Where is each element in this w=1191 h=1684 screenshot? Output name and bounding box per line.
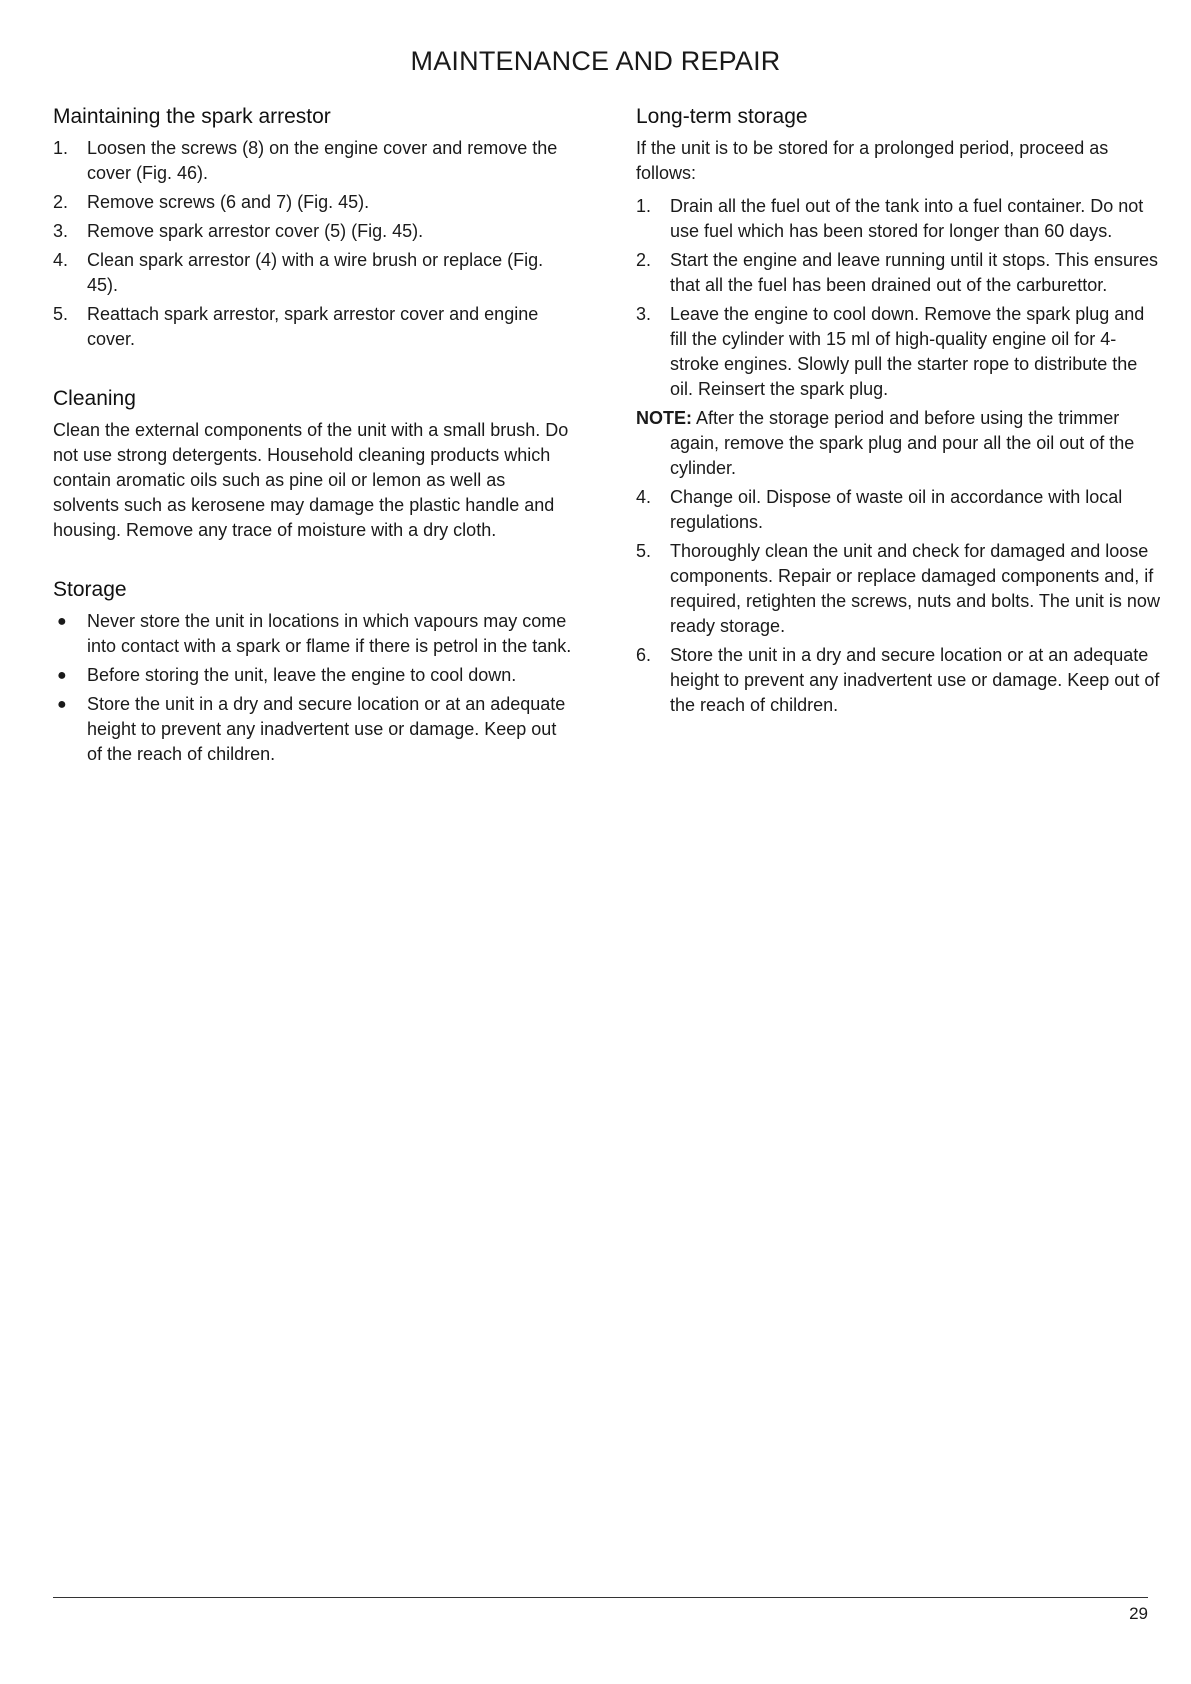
spark-arrestor-heading: Maintaining the spark arrestor	[53, 105, 331, 128]
list-item	[53, 136, 573, 186]
bullet-icon: ●	[57, 696, 67, 713]
step-text: Change oil. Dispose of waste oil in accordance with local regulations.	[670, 487, 1123, 532]
step-number: 6.	[636, 645, 652, 665]
list-item	[636, 194, 1161, 244]
step-number: 3.	[636, 304, 652, 324]
note-label: NOTE:	[636, 408, 692, 428]
list-item	[53, 302, 573, 352]
step-number: 5.	[636, 541, 652, 561]
list-item	[53, 190, 573, 215]
step-text: Remove spark arrestor cover (5) (Fig. 45).	[87, 221, 424, 241]
step-number: 2.	[636, 250, 652, 270]
step-number: 4.	[53, 250, 69, 270]
left-column	[53, 104, 573, 801]
step-text: Clean spark arrestor (4) with a wire brush or replace (Fig. 45).	[87, 250, 544, 295]
step-number: 5.	[53, 304, 69, 324]
step-text: Start the engine and leave running until it stops. This ensures that all the fuel has been drained out of the carburettor.	[670, 250, 1158, 295]
step-text: Leave the engine to cool down. Remove the spark plug and fill the cylinder with 15 ml of high-quality engine oil for 4-stroke engines. Slowly pull the starter rope to distribute the oil. Reinsert the spark plug.	[670, 304, 1145, 399]
list-item	[636, 248, 1161, 298]
cleaning-section	[53, 386, 573, 543]
step-number: 1.	[636, 196, 652, 216]
list-item	[53, 219, 573, 244]
list-item	[53, 692, 573, 767]
step-number: 1.	[53, 138, 69, 158]
footer-divider	[53, 1597, 1148, 1598]
long-term-steps-b	[636, 485, 1161, 718]
bullet-icon: ●	[57, 613, 67, 630]
bullet-icon: ●	[57, 667, 67, 684]
storage-list	[53, 609, 573, 767]
step-text: Remove screws (6 and 7) (Fig. 45).	[87, 192, 370, 212]
long-term-steps-a	[636, 194, 1161, 402]
list-item	[53, 609, 573, 659]
step-text: Thoroughly clean the unit and check for damaged and loose components. Repair or replace damaged components and, if required, retighten the screws, nuts and bolts. The unit is now ready storage.	[670, 541, 1160, 636]
list-item	[636, 302, 1161, 402]
step-number: 3.	[53, 221, 69, 241]
list-item	[636, 485, 1161, 535]
step-text: Drain all the fuel out of the tank into a fuel container. Do not use fuel which has been stored for longer than 60 days.	[670, 196, 1144, 241]
spark-arrestor-section	[53, 104, 573, 352]
storage-item-text: Store the unit in a dry and secure location or at an adequate height to prevent any inadvertent use or damage. Keep out of the reach of children.	[87, 694, 566, 764]
list-item	[636, 539, 1161, 639]
note	[636, 406, 1161, 481]
step-text: Store the unit in a dry and secure location or at an adequate height to prevent any inadvertent use or damage. Keep out of the reach of children.	[670, 645, 1160, 715]
note-text: After the storage period and before using the trimmer again, remove the spark plug and pour all the oil out of the cylinder.	[670, 408, 1135, 478]
page-number: 29	[1129, 1604, 1148, 1623]
step-text: Loosen the screws (8) on the engine cover and remove the cover (Fig. 46).	[87, 138, 558, 183]
storage-item-text: Never store the unit in locations in which vapours may come into contact with a spark or flame if there is petrol in the tank.	[87, 611, 572, 656]
step-text: Reattach spark arrestor, spark arrestor cover and engine cover.	[87, 304, 539, 349]
right-column	[636, 104, 1161, 722]
spark-arrestor-steps	[53, 136, 573, 352]
list-item	[53, 248, 573, 298]
step-number: 2.	[53, 192, 69, 212]
cleaning-text: Clean the external components of the unit with a small brush. Do not use strong detergents. Household cleaning products which contain aromatic oils such as pine oil or lemon as well as solvents such as kerosene may damage the plastic handle and housing. Remove any trace of moisture with a dry cloth.	[53, 420, 569, 540]
page-title: MAINTENANCE AND REPAIR	[410, 46, 781, 76]
list-item	[636, 643, 1161, 718]
step-number: 4.	[636, 487, 652, 507]
storage-section	[53, 577, 573, 767]
storage-heading: Storage	[53, 578, 127, 601]
cleaning-heading: Cleaning	[53, 387, 136, 410]
list-item	[53, 663, 573, 688]
storage-item-text: Before storing the unit, leave the engine to cool down.	[87, 665, 517, 685]
long-term-intro: If the unit is to be stored for a prolonged period, proceed as follows:	[636, 138, 1109, 183]
long-term-storage-heading: Long-term storage	[636, 105, 808, 128]
